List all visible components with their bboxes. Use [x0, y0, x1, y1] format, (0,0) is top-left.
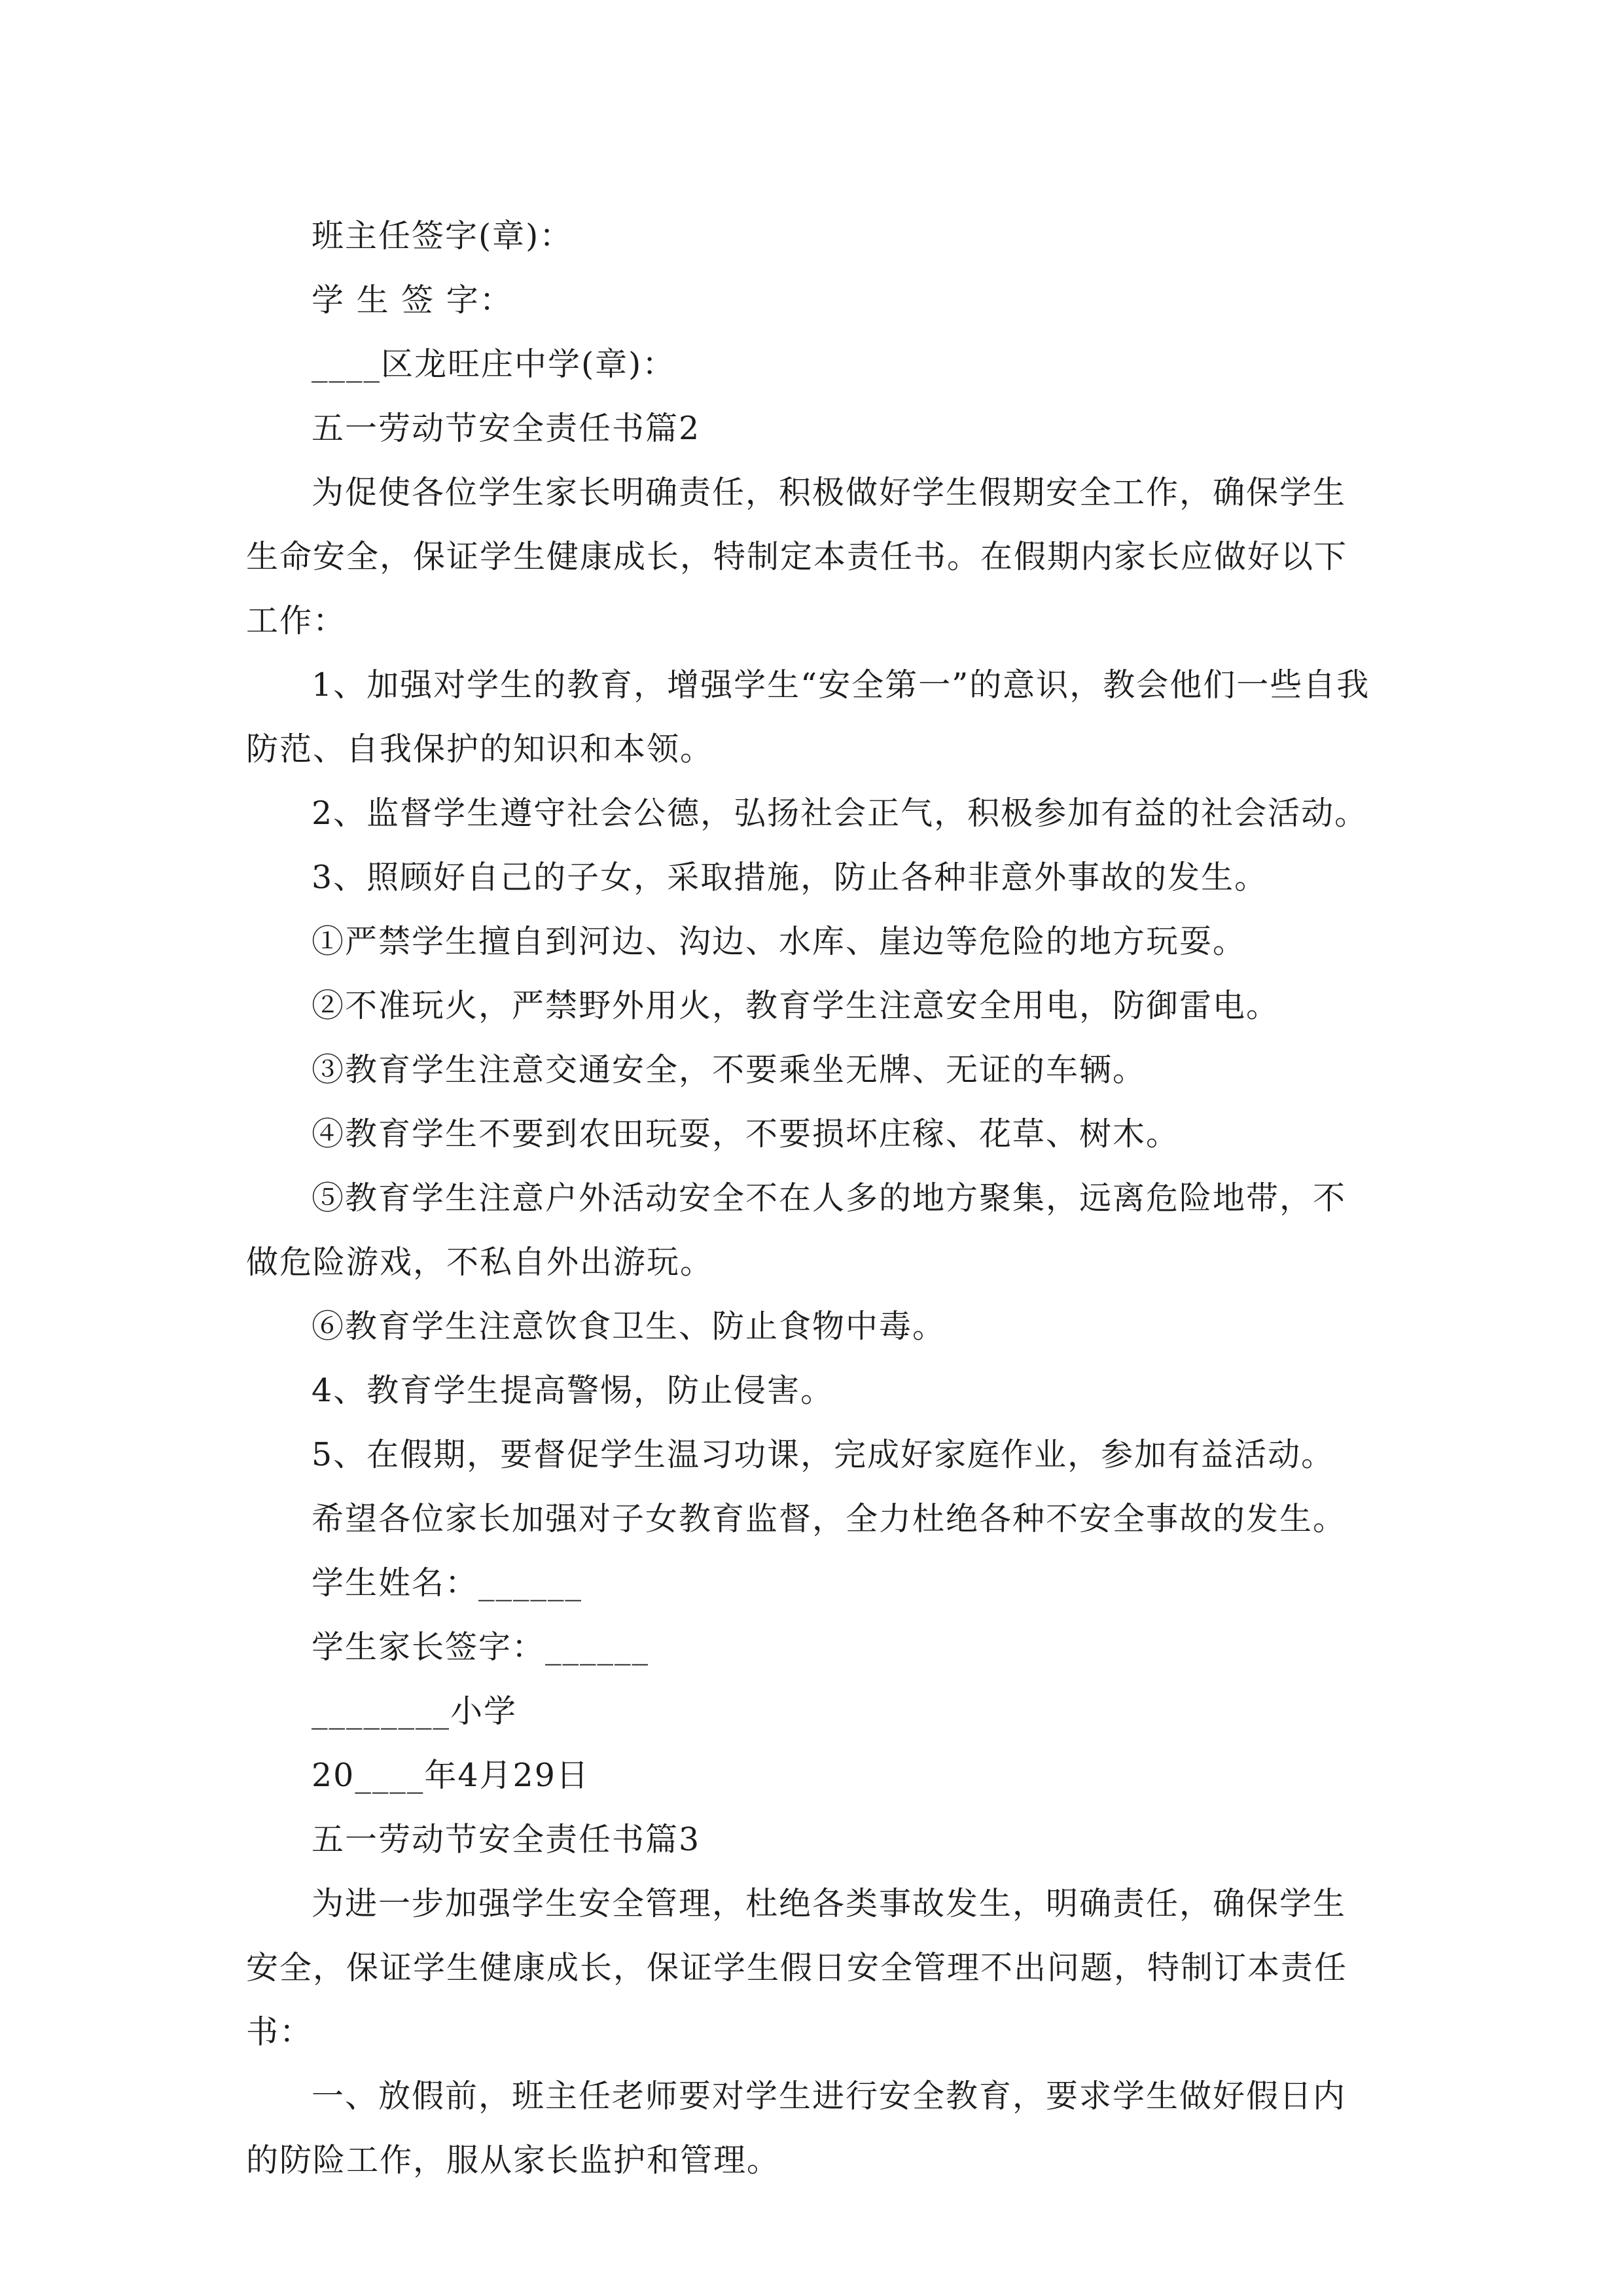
intro-paragraph-3: 为进一步加强学生安全管理，杜绝各类事故发生，明确责任，确保学生安全，保证学生健康成长，保证学生假日安全管理不出问题，特制订本责任书：	[246, 1885, 1348, 2051]
rule-item-1: 一、放假前，班主任老师要对学生进行安全教育，要求学生做好假日内的防险工作，服从家长监护和管理。	[246, 2077, 1347, 2179]
sub-item-6: ⑥教育学生注意饮食卫生、防止食物中毒。	[312, 1308, 946, 1345]
document-body	[246, 204, 1377, 2193]
student-signature-line: 学 生 签 字：	[312, 281, 513, 319]
sub-item-2: ②不准玩火，严禁野外用火，教育学生注意安全用电，防御雷电。	[312, 987, 1280, 1024]
list-item-4: 4、教育学生提高警惕，防止侵害。	[312, 1372, 834, 1409]
intro-paragraph-2: 为促使各位学生家长明确责任，积极做好学生假期安全工作，确保学生生命安全，保证学生健康成长，特制定本责任书。在假期内家长应做好以下工作：	[246, 474, 1348, 639]
closing-paragraph: 希望各位家长加强对子女教育监督，全力杜绝各种不安全事故的发生。	[312, 1500, 1347, 1537]
list-item-5: 5、在假期，要督促学生温习功课，完成好家庭作业，参加有益活动。	[312, 1436, 1335, 1473]
sub-item-3: ③教育学生注意交通安全，不要乘坐无牌、无证的车辆。	[312, 1051, 1147, 1088]
parent-signature-line: 学生家长签字：______	[312, 1628, 650, 1666]
section-heading-2: 五一劳动节安全责任书篇2	[312, 410, 701, 447]
date-line: 20____年4月29日	[312, 1757, 590, 1794]
school-name-line: ________小学	[312, 1693, 518, 1730]
list-item-1: 1、加强对学生的教育，增强学生“安全第一”的意识，教会他们一些自我防范、自我保护的知识和本领。	[246, 666, 1370, 768]
list-item-2: 2、监督学生遵守社会公德，弘扬社会正气，积极参加有益的社会活动。	[312, 795, 1368, 832]
teacher-signature-line: 班主任签字(章)：	[312, 217, 573, 255]
section-heading-3: 五一劳动节安全责任书篇3	[312, 1821, 701, 1858]
list-item-3: 3、照顾好自己的子女，采取措施，防止各种非意外事故的发生。	[312, 859, 1268, 896]
school-seal-line: ____区龙旺庄中学(章)：	[312, 346, 676, 383]
sub-item-5: ⑤教育学生注意户外活动安全不在人多的地方聚集，远离危险地带，不做危险游戏，不私自外出游玩。	[246, 1179, 1347, 1281]
sub-item-1: ①严禁学生擅自到河边、沟边、水库、崖边等危险的地方玩耍。	[312, 923, 1247, 960]
sub-item-4: ④教育学生不要到农田玩耍，不要损坏庄稼、花草、树木。	[312, 1115, 1180, 1153]
student-name-line: 学生姓名：______	[312, 1564, 583, 1602]
